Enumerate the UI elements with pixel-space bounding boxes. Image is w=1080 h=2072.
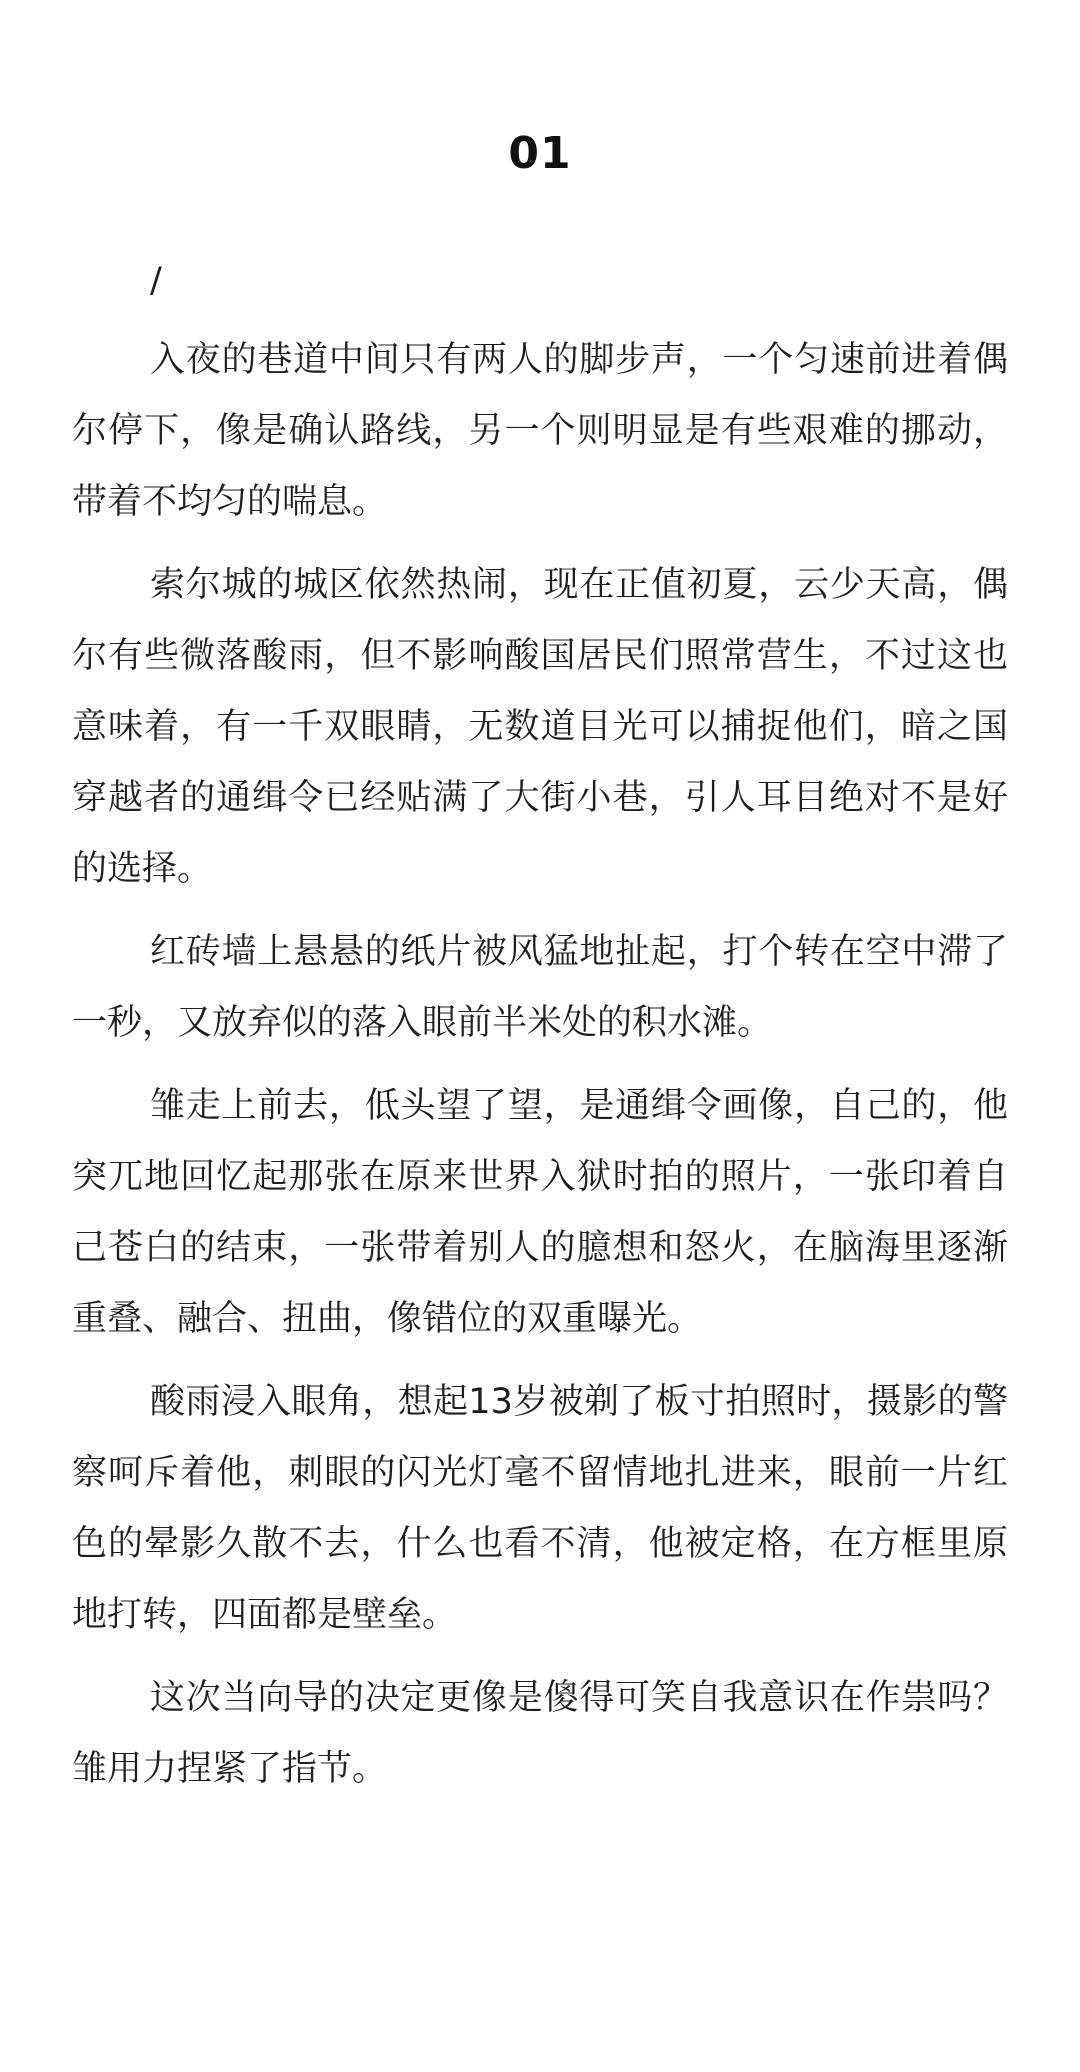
paragraph: 红砖墙上悬悬的纸片被风猛地扯起，打个转在空中滞了一秒，又放弃似的落入眼前半米处的积水滩。 (72, 932, 1008, 1043)
paragraph: 酸雨浸入眼角，想起13岁被剃了板寸拍照时，摄影的警察呵斥着他，刺眼的闪光灯毫不留情地扎进来，眼前一片红色的晕影久散不去，什么也看不清，他被定格，在方框里原地打转，四面都是壁垒。 (72, 1382, 1008, 1635)
paragraph: 索尔城的城区依然热闹，现在正值初夏，云少天高，偶尔有些微落酸雨，但不影响酸国居民们照常营生，不过这也意味着，有一千双眼睛，无数道目光可以捕捉他们，暗之国穿越者的通缉令已经贴满了大街小巷，引人耳目绝对不是好的选择。 (72, 565, 1008, 889)
section-separator: / (150, 261, 162, 301)
chapter-body (72, 246, 1008, 1805)
paragraph: 这次当向导的决定更像是傻得可笑自我意识在作祟吗？雏用力捏紧了指节。 (72, 1678, 1008, 1789)
paragraph: 入夜的巷道中间只有两人的脚步声，一个匀速前进着偶尔停下，像是确认路线，另一个则明显是有些艰难的挪动，带着不均匀的喘息。 (72, 340, 1008, 522)
reader-page[interactable] (72, 0, 1008, 1817)
paragraph: 雏走上前去，低头望了望，是通缉令画像，自己的，他突兀地回忆起那张在原来世界入狱时拍的照片，一张印着自己苍白的结束，一张带着别人的臆想和怒火，在脑海里逐渐重叠、融合、扭曲，像错位的双重曝光。 (72, 1086, 1008, 1339)
chapter-title: 01 (508, 128, 572, 179)
